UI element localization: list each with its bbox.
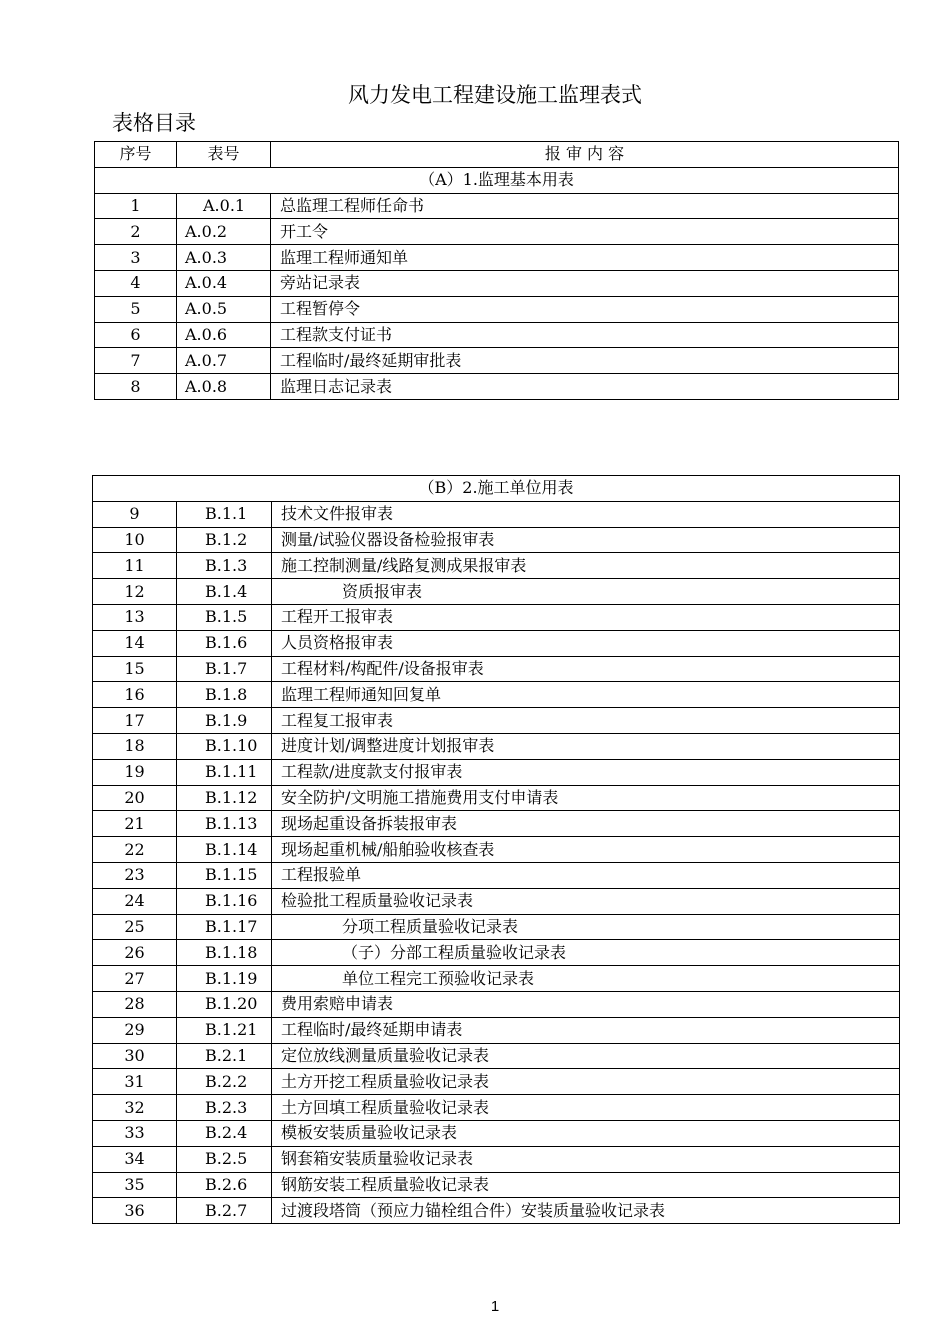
table-row xyxy=(93,553,900,579)
row-form-name: 人员资格报审表 xyxy=(272,630,900,656)
row-serial-no: 35 xyxy=(93,1172,177,1198)
table-row xyxy=(93,991,900,1017)
row-serial-no: 32 xyxy=(93,1095,177,1121)
table-row xyxy=(93,888,900,914)
section-a-title-row xyxy=(95,167,899,193)
row-serial-no: 20 xyxy=(93,785,177,811)
row-form-name: 工程复工报审表 xyxy=(272,708,900,734)
row-serial-no: 15 xyxy=(93,656,177,682)
table-row xyxy=(93,862,900,888)
row-form-code: B.1.13 xyxy=(177,811,272,837)
table-row xyxy=(95,245,899,271)
table-row xyxy=(93,682,900,708)
row-form-name: （子）分部工程质量验收记录表 xyxy=(272,940,900,966)
row-serial-no: 23 xyxy=(93,862,177,888)
row-form-code: B.1.2 xyxy=(177,527,272,553)
row-form-name: 测量/试验仪器设备检验报审表 xyxy=(272,527,900,553)
row-form-code: A.0.3 xyxy=(177,245,271,271)
section-b-title-row xyxy=(93,476,900,502)
row-form-code: B.2.2 xyxy=(177,1069,272,1095)
row-serial-no: 21 xyxy=(93,811,177,837)
row-form-name: 总监理工程师任命书 xyxy=(271,193,899,219)
row-form-name: 工程款/进度款支付报审表 xyxy=(272,759,900,785)
table-row xyxy=(95,374,899,400)
row-form-code: A.0.6 xyxy=(177,322,271,348)
row-form-code: B.1.7 xyxy=(177,656,272,682)
row-form-code: B.1.11 xyxy=(177,759,272,785)
row-form-name: 工程款支付证书 xyxy=(271,322,899,348)
row-form-name: 工程材料/构配件/设备报审表 xyxy=(272,656,900,682)
row-serial-no: 30 xyxy=(93,1043,177,1069)
table-row xyxy=(93,940,900,966)
row-form-name: 分项工程质量验收记录表 xyxy=(272,914,900,940)
row-form-name: 安全防护/文明施工措施费用支付申请表 xyxy=(272,785,900,811)
table-row xyxy=(93,914,900,940)
row-serial-no: 25 xyxy=(93,914,177,940)
table-of-contents-heading: 表格目录 xyxy=(112,111,196,135)
table-row xyxy=(93,837,900,863)
row-form-code: B.1.8 xyxy=(177,682,272,708)
row-form-name: 工程开工报审表 xyxy=(272,604,900,630)
row-form-code: B.1.20 xyxy=(177,991,272,1017)
document-title: 风力发电工程建设施工监理表式 xyxy=(348,83,642,107)
table-row xyxy=(93,966,900,992)
row-form-name: 现场起重机械/船舶验收核查表 xyxy=(272,837,900,863)
row-form-code: A.0.5 xyxy=(177,296,271,322)
row-form-name: 工程暂停令 xyxy=(271,296,899,322)
row-form-code: A.0.8 xyxy=(177,374,271,400)
row-serial-no: 29 xyxy=(93,1017,177,1043)
row-form-name: 施工控制测量/线路复测成果报审表 xyxy=(272,553,900,579)
table-row xyxy=(93,579,900,605)
row-form-name: 单位工程完工预验收记录表 xyxy=(272,966,900,992)
row-serial-no: 10 xyxy=(93,527,177,553)
table-row xyxy=(95,348,899,374)
section-b-title: （B）2.施工单位用表 xyxy=(93,476,900,502)
row-form-code: B.1.21 xyxy=(177,1017,272,1043)
row-form-name: 监理工程师通知回复单 xyxy=(272,682,900,708)
row-serial-no: 17 xyxy=(93,708,177,734)
table-header-row xyxy=(95,142,899,168)
table-row xyxy=(93,785,900,811)
table-row xyxy=(95,193,899,219)
row-form-code: B.1.4 xyxy=(177,579,272,605)
monitoring-forms-table xyxy=(94,141,899,400)
row-serial-no: 36 xyxy=(93,1198,177,1224)
row-serial-no: 5 xyxy=(95,296,177,322)
row-form-name: 检验批工程质量验收记录表 xyxy=(272,888,900,914)
row-form-code: B.1.1 xyxy=(177,501,272,527)
row-form-name: 监理日志记录表 xyxy=(271,374,899,400)
row-serial-no: 26 xyxy=(93,940,177,966)
table-row xyxy=(93,1069,900,1095)
row-serial-no: 2 xyxy=(95,219,177,245)
table-row xyxy=(93,1095,900,1121)
table-row xyxy=(95,270,899,296)
row-form-name: 模板安装质量验收记录表 xyxy=(272,1120,900,1146)
row-serial-no: 12 xyxy=(93,579,177,605)
row-form-name: 定位放线测量质量验收记录表 xyxy=(272,1043,900,1069)
row-form-code: B.1.19 xyxy=(177,966,272,992)
row-form-name: 费用索赔申请表 xyxy=(272,991,900,1017)
table-row xyxy=(93,656,900,682)
table-row xyxy=(93,759,900,785)
table-row xyxy=(93,604,900,630)
row-form-name: 钢筋安装工程质量验收记录表 xyxy=(272,1172,900,1198)
table-row xyxy=(93,501,900,527)
header-serial-no: 序号 xyxy=(95,142,177,168)
row-serial-no: 8 xyxy=(95,374,177,400)
row-form-code: A.0.1 xyxy=(177,193,271,219)
row-serial-no: 14 xyxy=(93,630,177,656)
row-form-name: 旁站记录表 xyxy=(271,270,899,296)
table-row xyxy=(93,1172,900,1198)
header-content: 报 审 内 容 xyxy=(271,142,899,168)
row-form-name: 进度计划/调整进度计划报审表 xyxy=(272,733,900,759)
row-form-code: B.1.15 xyxy=(177,862,272,888)
row-serial-no: 7 xyxy=(95,348,177,374)
row-form-name: 土方回填工程质量验收记录表 xyxy=(272,1095,900,1121)
row-form-code: B.1.14 xyxy=(177,837,272,863)
row-serial-no: 9 xyxy=(93,501,177,527)
row-serial-no: 31 xyxy=(93,1069,177,1095)
row-form-name: 工程报验单 xyxy=(272,862,900,888)
row-form-name: 监理工程师通知单 xyxy=(271,245,899,271)
table-row xyxy=(95,219,899,245)
row-form-name: 钢套箱安装质量验收记录表 xyxy=(272,1146,900,1172)
row-serial-no: 34 xyxy=(93,1146,177,1172)
row-serial-no: 27 xyxy=(93,966,177,992)
row-serial-no: 6 xyxy=(95,322,177,348)
section-a-title: （A）1.监理基本用表 xyxy=(95,167,899,193)
row-serial-no: 19 xyxy=(93,759,177,785)
row-serial-no: 28 xyxy=(93,991,177,1017)
row-form-code: B.1.18 xyxy=(177,940,272,966)
row-form-code: B.1.10 xyxy=(177,733,272,759)
row-serial-no: 18 xyxy=(93,733,177,759)
row-form-code: B.2.5 xyxy=(177,1146,272,1172)
header-form-no: 表号 xyxy=(177,142,271,168)
table-row xyxy=(93,1120,900,1146)
row-form-code: B.2.3 xyxy=(177,1095,272,1121)
table-row xyxy=(95,296,899,322)
contractor-forms-table xyxy=(92,475,900,1224)
row-serial-no: 13 xyxy=(93,604,177,630)
row-form-name: 开工令 xyxy=(271,219,899,245)
table-row xyxy=(93,1017,900,1043)
row-form-code: B.1.3 xyxy=(177,553,272,579)
row-serial-no: 33 xyxy=(93,1120,177,1146)
row-serial-no: 24 xyxy=(93,888,177,914)
row-serial-no: 3 xyxy=(95,245,177,271)
row-serial-no: 1 xyxy=(95,193,177,219)
row-form-code: A.0.2 xyxy=(177,219,271,245)
table-row xyxy=(93,1043,900,1069)
row-serial-no: 4 xyxy=(95,270,177,296)
row-form-name: 土方开挖工程质量验收记录表 xyxy=(272,1069,900,1095)
row-form-code: B.1.12 xyxy=(177,785,272,811)
row-form-name: 过渡段塔筒（预应力锚栓组合件）安装质量验收记录表 xyxy=(272,1198,900,1224)
row-form-name: 技术文件报审表 xyxy=(272,501,900,527)
row-form-name: 工程临时/最终延期审批表 xyxy=(271,348,899,374)
row-form-code: A.0.4 xyxy=(177,270,271,296)
table-row xyxy=(93,708,900,734)
row-form-code: B.1.5 xyxy=(177,604,272,630)
row-form-code: B.1.6 xyxy=(177,630,272,656)
row-form-code: B.2.7 xyxy=(177,1198,272,1224)
row-form-code: B.1.9 xyxy=(177,708,272,734)
table-row xyxy=(93,527,900,553)
table-row xyxy=(93,1198,900,1224)
row-form-code: B.1.16 xyxy=(177,888,272,914)
table-row xyxy=(93,811,900,837)
row-form-code: B.1.17 xyxy=(177,914,272,940)
row-form-code: A.0.7 xyxy=(177,348,271,374)
row-form-name: 资质报审表 xyxy=(272,579,900,605)
row-form-code: B.2.6 xyxy=(177,1172,272,1198)
row-serial-no: 16 xyxy=(93,682,177,708)
row-serial-no: 22 xyxy=(93,837,177,863)
table-row xyxy=(93,733,900,759)
row-form-name: 现场起重设备拆装报审表 xyxy=(272,811,900,837)
table-row xyxy=(95,322,899,348)
row-form-code: B.2.4 xyxy=(177,1120,272,1146)
row-serial-no: 11 xyxy=(93,553,177,579)
page-number: 1 xyxy=(490,1298,500,1315)
row-form-code: B.2.1 xyxy=(177,1043,272,1069)
table-row xyxy=(93,630,900,656)
row-form-name: 工程临时/最终延期申请表 xyxy=(272,1017,900,1043)
table-row xyxy=(93,1146,900,1172)
